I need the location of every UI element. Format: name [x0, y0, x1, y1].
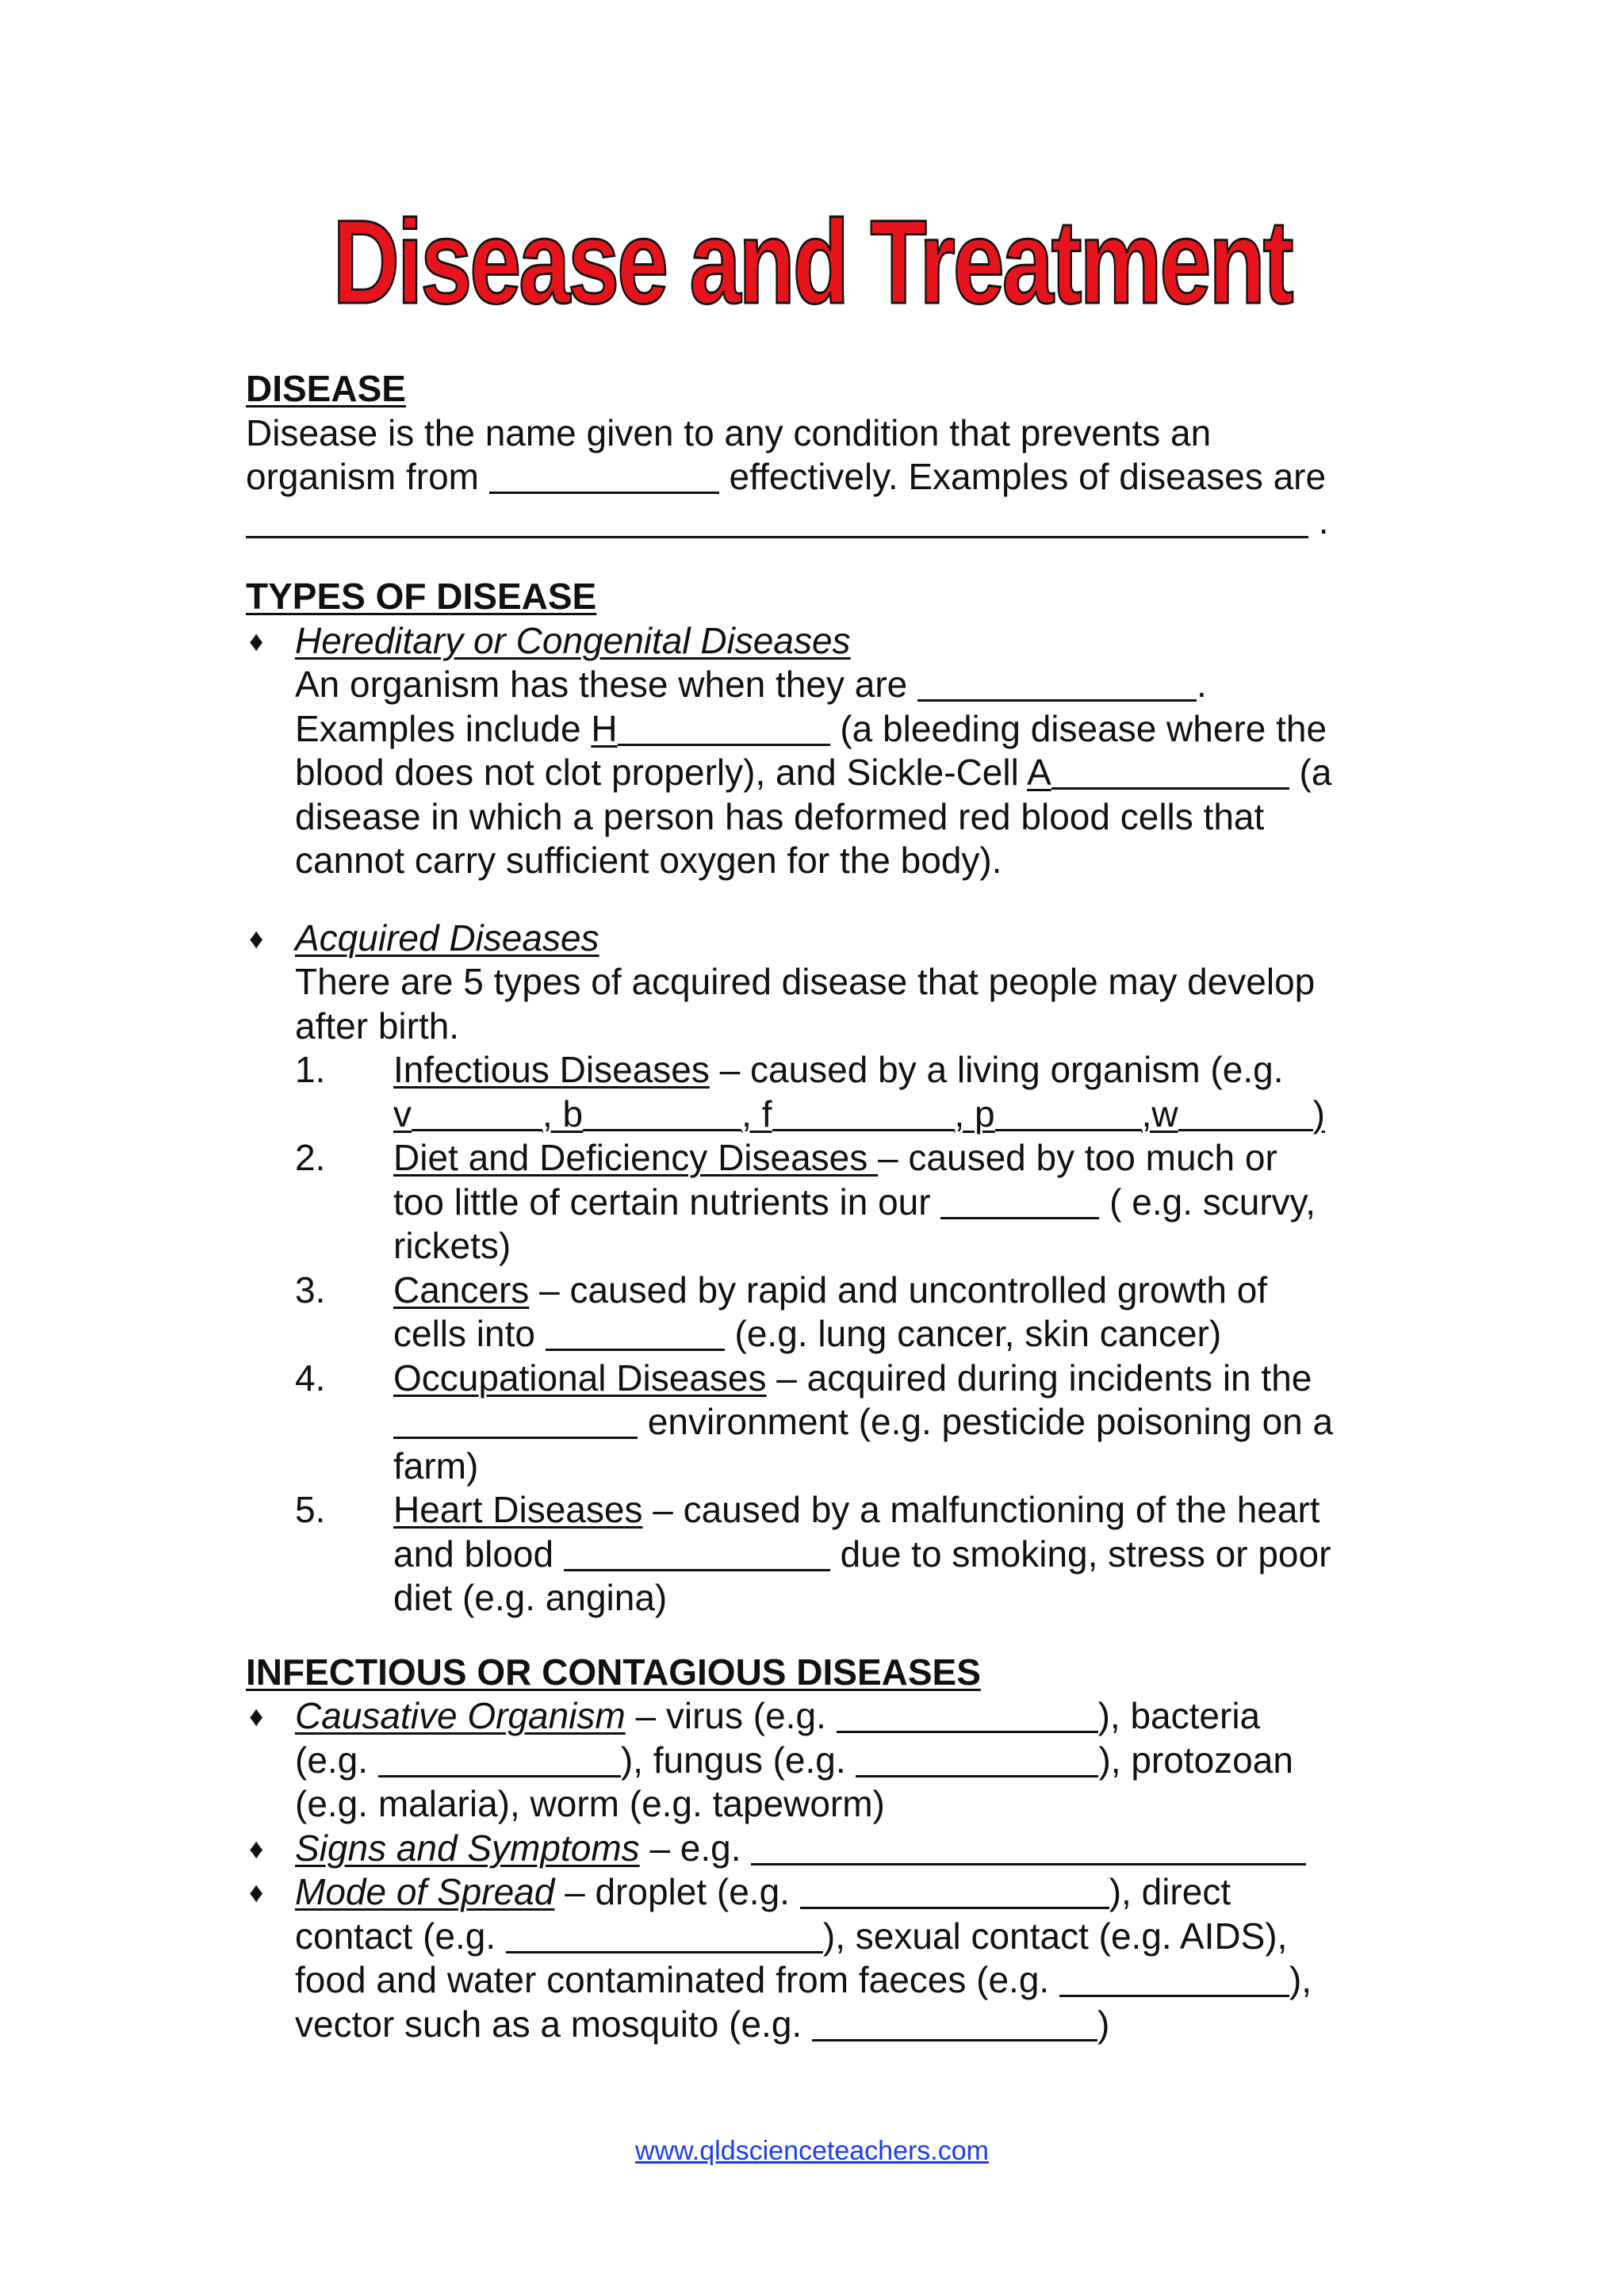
text-fragment: – e.g. [649, 1827, 741, 1869]
hint-letter: A [1027, 752, 1051, 793]
text-fragment: ), direct [1109, 1871, 1231, 1912]
fill-blank[interactable] [800, 1873, 1109, 1909]
text-fragment: food and water contaminated from faeces (e.g. [295, 1959, 1050, 2000]
section-heading-types: TYPES OF DISEASE [246, 576, 597, 617]
section-heading-infectious: INFECTIOUS OR CONTAGIOUS DISEASES [246, 1651, 981, 1693]
item-number: 4. [295, 1357, 326, 1399]
item-number: 1. [295, 1049, 326, 1090]
list-item [246, 1357, 1396, 1401]
text-fragment: (a [1299, 752, 1332, 793]
fill-blank[interactable] [506, 1918, 823, 1954]
text-fragment: vector such as a mosquito (e.g. [295, 2003, 802, 2045]
fill-blank[interactable] [772, 1096, 955, 1131]
bullet-diamond-icon: ♦ [249, 1876, 264, 1908]
disease-type-name: Infectious Diseases [393, 1049, 710, 1090]
section-heading-disease: DISEASE [246, 368, 406, 409]
subheading-acquired: Acquired Diseases [295, 916, 599, 959]
item-number: 3. [295, 1269, 326, 1311]
fill-blank[interactable] [378, 1742, 621, 1777]
text-fragment: ), fungus (e.g. [620, 1739, 846, 1781]
bullet-diamond-icon: ♦ [249, 1831, 264, 1865]
disease-type-name: Heart Diseases [393, 1489, 643, 1530]
fill-blank[interactable] [412, 1096, 542, 1131]
fill-blank[interactable] [812, 2006, 1097, 2042]
fill-blank[interactable] [1178, 1096, 1313, 1131]
fill-blank[interactable] [489, 458, 719, 494]
text-fragment: organism from [246, 456, 479, 497]
text-line: cannot carry sufficient oxygen for the body). [295, 840, 1002, 881]
text-line: (e.g. malaria), worm (e.g. tapeworm) [295, 1783, 885, 1824]
bullet-diamond-icon: ♦ [249, 921, 264, 955]
hint-letter: H [591, 707, 618, 749]
fill-blank[interactable] [917, 666, 1197, 702]
footer-link[interactable]: www.qldscienceteachers.com [635, 2136, 989, 2166]
page-title: Disease and Treatment [332, 195, 1292, 328]
hint-letter: v [393, 1093, 412, 1135]
list-item [246, 1048, 1396, 1093]
infectious-examples-line [246, 1093, 1396, 1137]
fill-blank[interactable] [246, 503, 1308, 538]
hint-letter: , b [542, 1093, 584, 1135]
text-fragment: – virus (e.g. [635, 1695, 826, 1736]
text-line: Disease is the name given to any condition that prevents an [246, 411, 1212, 453]
hint-letter: , f [741, 1093, 772, 1135]
subheading-hereditary: Hereditary or Congenital Diseases [295, 619, 851, 661]
text-fragment: (e.g. lung cancer, skin cancer) [734, 1313, 1222, 1354]
fill-blank[interactable] [1051, 754, 1289, 790]
disease-type-name: Diet and Deficiency Diseases [393, 1137, 879, 1178]
text-fragment: too little of certain nutrients in our [393, 1181, 931, 1223]
text-fragment: ), sexual contact (e.g. AIDS), [822, 1915, 1288, 1957]
text-fragment: environment (e.g. pesticide poisoning on a [647, 1401, 1334, 1442]
text-fragment: Examples include [295, 707, 581, 749]
fill-blank[interactable] [393, 1403, 638, 1439]
worksheet-content [246, 367, 1396, 2046]
text-fragment: . [1197, 664, 1207, 705]
text-fragment: – caused by too much or [878, 1137, 1277, 1178]
text-fragment: contact (e.g. [295, 1915, 496, 1957]
text-fragment: effectively. Examples of diseases are [729, 456, 1327, 497]
text-fragment: ( e.g. scurvy, [1109, 1181, 1316, 1223]
text-fragment: – caused by a living organism (e.g. [719, 1049, 1284, 1090]
disease-type-name: Occupational Diseases [393, 1357, 767, 1399]
text-fragment: – caused by rapid and uncontrolled growth of [539, 1269, 1268, 1311]
hint-letter: , p [954, 1093, 995, 1135]
item-number: 2. [295, 1137, 326, 1178]
text-fragment: and blood [393, 1533, 554, 1575]
text-line: disease in which a person has deformed red blood cells that [295, 795, 1265, 837]
item-number: 5. [295, 1489, 326, 1530]
bullet-diamond-icon: ♦ [249, 1700, 264, 1732]
subheading-spread: Mode of Spread [295, 1871, 555, 1912]
list-item [246, 1488, 1396, 1533]
text-line: diet (e.g. angina) [393, 1577, 668, 1618]
text-line: rickets) [393, 1225, 511, 1266]
fill-blank[interactable] [546, 1315, 725, 1351]
subheading-signs: Signs and Symptoms [295, 1827, 640, 1869]
text-fragment: due to smoking, stress or poor [840, 1533, 1331, 1575]
fill-blank[interactable] [995, 1096, 1142, 1131]
fill-blank[interactable] [618, 710, 830, 746]
subheading-causative: Causative Organism [295, 1695, 626, 1736]
disease-type-name: Cancers [393, 1269, 530, 1311]
text-line: There are 5 types of acquired disease that people may develop [295, 961, 1316, 1002]
text-fragment: cells into [393, 1313, 535, 1354]
hint-letter: ) [1312, 1093, 1325, 1135]
text-fragment: ), bacteria [1097, 1695, 1261, 1736]
fill-blank[interactable] [751, 1830, 1306, 1866]
text-fragment: (a bleeding disease where the [840, 707, 1327, 749]
text-fragment: ), [1289, 1959, 1312, 2000]
text-line: after birth. [295, 1004, 460, 1047]
text-fragment: blood does not clot properly), and Sickle-Cell [295, 752, 1019, 793]
fill-blank[interactable] [837, 1697, 1098, 1733]
bullet-diamond-icon: ♦ [249, 624, 264, 657]
list-item [246, 1136, 1396, 1181]
hint-letter: ,w [1141, 1093, 1178, 1135]
text-fragment: – caused by a malfunctioning of the heart [653, 1489, 1320, 1530]
text-fragment: An organism has these when they are [295, 664, 908, 705]
fill-blank[interactable] [564, 1536, 830, 1571]
text-fragment: – acquired during incidents in the [776, 1357, 1312, 1399]
text-fragment: ) [1097, 2003, 1110, 2045]
text-line: farm) [393, 1445, 479, 1487]
fill-blank[interactable] [583, 1096, 741, 1131]
text-fragment: – droplet (e.g. [565, 1871, 790, 1912]
text-fragment: ), protozoan [1098, 1739, 1293, 1781]
fill-blank[interactable] [1059, 1961, 1289, 1997]
text-fragment: . [1318, 499, 1329, 541]
text-fragment: (e.g. [295, 1739, 369, 1781]
fill-blank[interactable] [856, 1742, 1098, 1777]
list-item [246, 1269, 1396, 1313]
fill-blank[interactable] [940, 1184, 1099, 1219]
